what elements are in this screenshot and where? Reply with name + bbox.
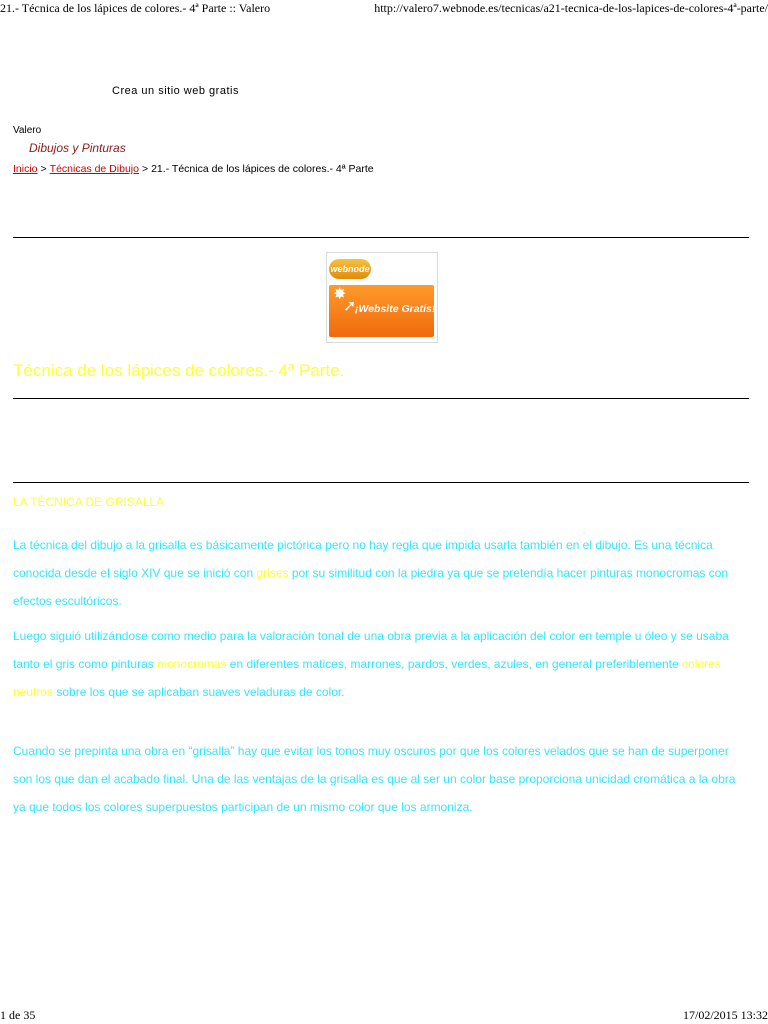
page-counter: 1 de 35 — [0, 1008, 36, 1022]
paragraph-text: en diferentes matices, marrones, pardos, verdes, azules, en general preferiblemente — [226, 657, 683, 671]
highlighted-word: colores neutros — [13, 657, 721, 699]
webnode-ad-banner[interactable] — [326, 252, 438, 343]
breadcrumb-current: 21.- Técnica de los lápices de colores.- 4ª Parte — [151, 163, 374, 175]
paragraph-text: sobre los que se aplicaban suaves veladuras de color. — [53, 685, 345, 699]
breadcrumb — [13, 163, 374, 175]
highlighted-word: monocromas — [157, 657, 227, 671]
breadcrumb-section-link[interactable]: Técnicas de Dibujo — [49, 163, 139, 175]
site-subtitle: Dibujos y Pinturas — [29, 141, 126, 155]
website-gratis-label: ¡Website Gratis! — [355, 303, 436, 315]
divider — [13, 482, 749, 483]
highlighted-word: grises — [256, 566, 289, 580]
paragraph-text: por su similitud con la piedra ya que se pretendía hacer pinturas monocromas con efectos escultóricos. — [13, 566, 729, 608]
print-header — [0, 0, 768, 16]
website-gratis-button[interactable] — [329, 285, 434, 337]
print-datetime: 17/02/2015 13:32 — [682, 1008, 768, 1022]
breadcrumb-separator: > — [40, 163, 47, 175]
page-title: Técnica de los lápices de colores.- 4ª Parte. — [13, 361, 345, 380]
divider — [13, 237, 749, 238]
print-footer — [0, 1006, 768, 1024]
create-site-link[interactable]: Crea un sitio web gratis — [112, 85, 239, 97]
paragraph-1 — [13, 531, 751, 615]
paragraph-3: Cuando se prepinta una obra en “grisalla” hay que evitar los tonos muy oscuros por que los colores velados que se han de superponer son los que dan el acabado final. Una de las ventajas de la grisalla es que al ser un color base proporciona unicidad cromática a la obra ya que todos los colores superpuestos participan de un mismo color que los armoniza. — [13, 744, 736, 814]
breadcrumb-home-link[interactable]: Inicio — [13, 163, 38, 175]
webnode-logo: webnode — [329, 259, 371, 279]
divider — [13, 398, 749, 399]
breadcrumb-separator: > — [141, 163, 149, 175]
paragraph-text: La técnica del dibujo a la grisalla es básicamente pictórica pero no hay regla que impida usarla también en el dibujo. Es una técnica conocida desde el siglo XIV que se inició con — [13, 538, 713, 580]
sparkle-icon: ✸ — [333, 286, 347, 303]
print-header-title: 21.- Técnica de los lápices de colores.- 4ª Parte :: Valero — [0, 1, 271, 15]
section-heading: LA TÉCNICA DE GRISALLA — [13, 495, 165, 509]
site-owner-name: Valero — [13, 125, 42, 136]
paragraph-text: Luego siguió utilizándose como medio para la valoración tonal de una obra previa a la aplicación del color en temple u óleo y se usaba tanto el gris como pinturas — [13, 629, 729, 671]
print-header-url: http://valero7.webnode.es/tecnicas/a21-tecnica-de-los-lapices-de-colores-4ª-parte/ — [374, 1, 768, 15]
cursor-icon: ➚ — [343, 298, 357, 315]
paragraph-2 — [13, 622, 751, 706]
